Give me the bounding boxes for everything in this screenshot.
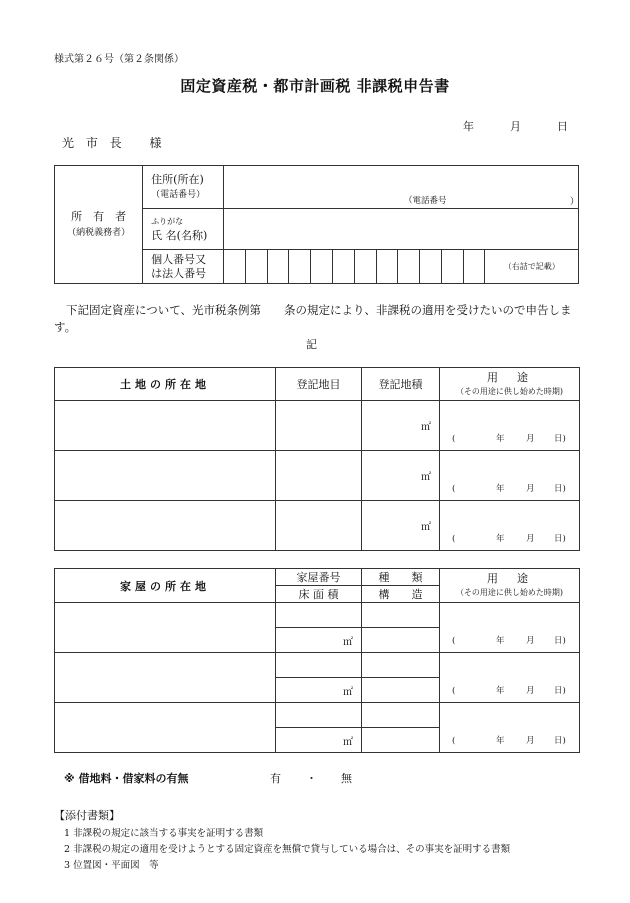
date-year: 年 — [463, 120, 474, 133]
land-period-field[interactable] — [440, 451, 580, 501]
day-label: 日) — [554, 636, 566, 646]
page-title: 固定資産税・都市計画税 非課税申告書 — [180, 77, 450, 95]
form-id: 様式第２６号（第２条関係） — [54, 54, 184, 65]
house-number-field[interactable] — [276, 603, 362, 628]
house-location-field[interactable] — [55, 703, 276, 753]
unit-label: ㎡ — [421, 472, 431, 483]
paren-open: ( — [452, 534, 456, 544]
land-category-field[interactable] — [276, 451, 362, 501]
owner-label: 所 有 者 — [71, 209, 127, 223]
rent-yes-option[interactable]: 有 — [270, 772, 281, 785]
land-col-area: 登記地積 — [362, 368, 440, 401]
id-digit-7[interactable] — [354, 250, 376, 284]
house-number-field[interactable] — [276, 653, 362, 678]
land-area-field[interactable] — [362, 501, 440, 551]
rent-separator: ・ — [306, 772, 317, 785]
owner-label-sub: （納税義務者） — [67, 227, 131, 238]
month-label: 月 — [526, 434, 535, 444]
year-label: 年 — [496, 434, 505, 444]
table-row — [55, 501, 580, 551]
addressee: 光 市 長 様 — [62, 136, 166, 150]
house-floor-field[interactable] — [276, 678, 362, 703]
id-digit-9[interactable] — [398, 250, 420, 284]
id-digit-3[interactable] — [267, 250, 289, 284]
house-type-field[interactable] — [362, 603, 440, 628]
house-period-field[interactable] — [440, 703, 580, 753]
address-label: 住所(所在) — [151, 172, 204, 186]
house-col-use-cell — [440, 569, 580, 603]
rent-no-option[interactable]: 無 — [341, 772, 352, 785]
house-floor-field[interactable] — [276, 628, 362, 653]
name-label: 氏 名(名称) — [151, 229, 208, 242]
house-floor-field[interactable] — [276, 728, 362, 753]
paren-open: ( — [452, 736, 456, 746]
furigana-label: ふりがな — [151, 217, 184, 226]
address-label-cell — [143, 166, 224, 209]
paren-open: ( — [452, 484, 456, 494]
id-label-2: は法人番号 — [151, 266, 207, 280]
land-location-field[interactable] — [55, 401, 276, 451]
body-text: 下記固定資産について、光市税条例第 条の規定により、非課税の適用を受けたいので申告します。 — [54, 303, 572, 334]
land-location-field[interactable] — [55, 451, 276, 501]
month-label: 月 — [526, 686, 535, 696]
ki-label: 記 — [306, 338, 317, 351]
phone-open: （電話番号 — [404, 196, 447, 206]
house-col-type: 種 類 — [362, 569, 440, 586]
month-label: 月 — [526, 534, 535, 544]
house-number-field[interactable] — [276, 703, 362, 728]
table-row — [55, 451, 580, 501]
attachment-item: 2 非課税の規定の適用を受けようとする固定資産を無償で貸与している場合は、その事実を証明する書類 — [64, 844, 511, 855]
table-row — [55, 603, 580, 628]
house-period-field[interactable] — [440, 653, 580, 703]
paren-open: ( — [452, 434, 456, 444]
year-label: 年 — [496, 484, 505, 494]
attachments-title: 【添付書類】 — [54, 809, 120, 822]
day-label: 日) — [554, 736, 566, 746]
house-structure-field[interactable] — [362, 628, 440, 653]
month-label: 月 — [526, 736, 535, 746]
id-digit-2[interactable] — [245, 250, 267, 284]
land-area-field[interactable] — [362, 451, 440, 501]
land-table — [54, 367, 580, 551]
land-col-category: 登記地目 — [276, 368, 362, 401]
land-col-use-cell — [440, 368, 580, 401]
month-label: 月 — [526, 484, 535, 494]
attachment-item: 1 非課税の規定に該当する事実を証明する書類 — [64, 828, 264, 839]
day-label: 日) — [554, 484, 566, 494]
house-location-field[interactable] — [55, 653, 276, 703]
address-sub: （電話番号） — [151, 189, 206, 200]
land-category-field[interactable] — [276, 401, 362, 451]
year-label: 年 — [496, 534, 505, 544]
table-row — [55, 401, 580, 451]
year-label: 年 — [496, 636, 505, 646]
land-location-field[interactable] — [55, 501, 276, 551]
land-period-field[interactable] — [440, 401, 580, 451]
house-structure-field[interactable] — [362, 728, 440, 753]
id-digit-12[interactable] — [463, 250, 485, 284]
id-digit-10[interactable] — [420, 250, 442, 284]
house-type-field[interactable] — [362, 703, 440, 728]
paren-open: ( — [452, 636, 456, 646]
house-col-number: 家屋番号 — [276, 569, 362, 586]
land-col-location: 土地の所在地 — [55, 368, 276, 401]
owner-label-cell — [55, 166, 143, 284]
house-structure-field[interactable] — [362, 678, 440, 703]
unit-label: ㎡ — [343, 636, 353, 648]
day-label: 日) — [554, 686, 566, 696]
name-field[interactable] — [224, 209, 579, 250]
house-type-field[interactable] — [362, 653, 440, 678]
land-category-field[interactable] — [276, 501, 362, 551]
day-label: 日) — [554, 534, 566, 544]
house-col-structure: 構 造 — [362, 586, 440, 603]
year-label: 年 — [496, 686, 505, 696]
unit-label: ㎡ — [343, 686, 353, 698]
table-row — [55, 653, 580, 678]
paren-open: ( — [452, 686, 456, 696]
unit-label: ㎡ — [421, 422, 431, 433]
id-digit-4[interactable] — [289, 250, 311, 284]
id-digit-1[interactable] — [224, 250, 246, 284]
address-field[interactable] — [224, 166, 579, 209]
date-day: 日 — [557, 120, 568, 133]
land-period-field[interactable] — [440, 501, 580, 551]
house-col-use: 用 途 — [487, 572, 532, 585]
id-digit-11[interactable] — [441, 250, 463, 284]
unit-label: ㎡ — [421, 522, 431, 533]
attachment-item: 3 位置図・平面図 等 — [64, 860, 159, 871]
id-label-1: 個人番号又 — [151, 252, 207, 266]
name-label-cell — [143, 209, 224, 250]
house-table — [54, 568, 580, 753]
id-digit-8[interactable] — [376, 250, 398, 284]
id-digit-6[interactable] — [332, 250, 354, 284]
house-period-field[interactable] — [440, 603, 580, 653]
month-label: 月 — [526, 636, 535, 646]
house-location-field[interactable] — [55, 603, 276, 653]
house-col-floor: 床 面 積 — [276, 586, 362, 603]
house-col-location: 家屋の所在地 — [55, 569, 276, 603]
land-col-use: 用 途 — [487, 370, 532, 384]
rent-note: ※ 借地料・借家料の有無 — [64, 772, 189, 785]
table-row — [55, 703, 580, 728]
land-area-field[interactable] — [362, 401, 440, 451]
year-label: 年 — [496, 736, 505, 746]
id-note: （右詰で記載） — [485, 250, 579, 284]
land-col-use-sub: （その用途に供し始めた時期) — [455, 386, 564, 396]
day-label: 日) — [554, 434, 566, 444]
owner-table — [54, 165, 579, 284]
id-label-cell — [143, 250, 224, 284]
date-month: 月 — [510, 120, 521, 133]
phone-close: ） — [570, 197, 580, 207]
id-digit-5[interactable] — [311, 250, 333, 284]
unit-label: ㎡ — [343, 736, 353, 748]
house-col-use-sub: （その用途に供し始めた時期) — [455, 588, 564, 597]
